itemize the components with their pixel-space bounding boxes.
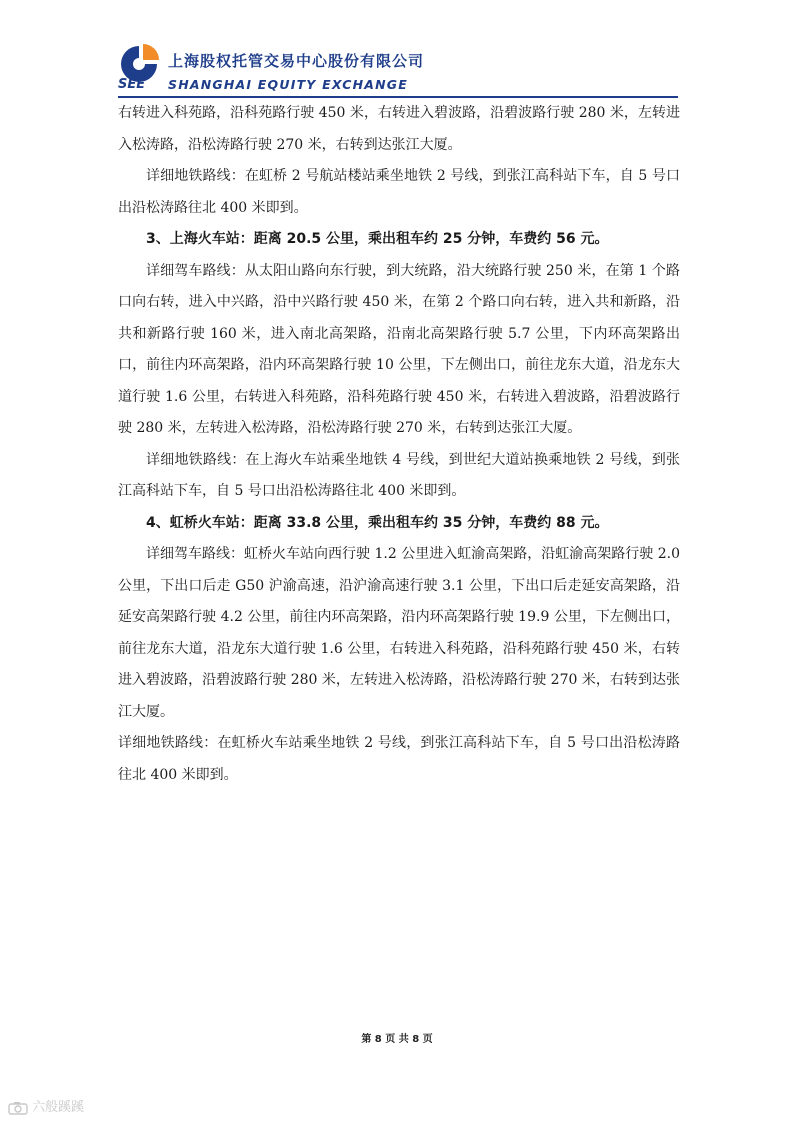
watermark-text: 六般蹊蹊 [32, 1100, 85, 1115]
page-number: 第 8 页 共 8 页 [361, 1034, 433, 1045]
paragraph: 右转进入科苑路，沿科苑路行驶 450 米，右转进入碧波路，沿碧波路行驶 280 米，左转进入松涛路，沿松涛路行驶 270 米，右转到达张江大厦。 [118, 105, 680, 153]
watermark [8, 1096, 84, 1115]
camera-watermark-icon [8, 1101, 28, 1115]
document-body [118, 98, 680, 791]
section-heading: 4、虹桥火车站：距离 33.8 公里，乘出租车约 35 分钟，车费约 88 元。 [146, 514, 609, 531]
paragraph: 详细驾车路线：虹桥火车站向西行驶 1.2 公里进入虹渝高架路，沿虹渝高架路行驶 2.0 公里，下出口后走 G50 沪渝高速，沿沪渝高速行驶 3.1 公里，下出口后走延安高架路，沿延安高架路行驶 4.2 公里，前往内环高架路，沿内环高架路行驶 19.9 公里，下左侧出口，前往龙东大道，沿龙东大道行驶 1.6 公里，右转进入科苑路，沿科苑路行驶 450 米，右转进入碧波路，沿碧波路行驶 280 米，左转进入松涛路，沿松涛路行驶 270 米，右转到达张江大厦。 [118, 546, 680, 720]
page-header [118, 44, 678, 100]
section-heading: 3、上海火车站：距离 20.5 公里，乘出租车约 25 分钟，车费约 56 元。 [146, 231, 609, 247]
paragraph: 详细地铁路线：在虹桥 2 号航站楼站乘坐地铁 2 号线，到张江高科站下车，自 5 号口出沿松涛路往北 400 米即到。 [118, 168, 680, 216]
company-abbr: SEE [118, 77, 146, 92]
company-name-en: SHANGHAI EQUITY EXCHANGE [168, 77, 408, 92]
paragraph: 详细驾车路线：从太阳山路向东行驶，到大统路，沿大统路行驶 250 米，在第 1 个路口向右转，进入中兴路，沿中兴路行驶 450 米，在第 2 个路口向右转，进入共和新路，沿共和新路行驶 160 米，进入南北高架路，沿南北高架路行驶 5.7 公里，下内环高架路出口，前往内环高架路，沿内环高架路行驶 10 公里，下左侧出口，前往龙东大道，沿龙东大道行驶 1.6 公里，右转进入科苑路，沿科苑路行驶 450 米，右转进入碧波路，沿碧波路行驶 280 米，左转进入松涛路，沿松涛路行驶 270 米，右转到达张江大厦。 [118, 262, 680, 436]
paragraph: 详细地铁路线：在上海火车站乘坐地铁 4 号线，到世纪大道站换乘地铁 2 号线，到张江高科站下车，自 5 号口出沿松涛路往北 400 米即到。 [118, 451, 680, 499]
paragraph: 详细地铁路线：在虹桥火车站乘坐地铁 2 号线，到张江高科站下车，自 5 号口出沿松涛路往北 400 米即到。 [118, 735, 680, 783]
company-name-cn: 上海股权托管交易中心股份有限公司 [168, 52, 425, 70]
